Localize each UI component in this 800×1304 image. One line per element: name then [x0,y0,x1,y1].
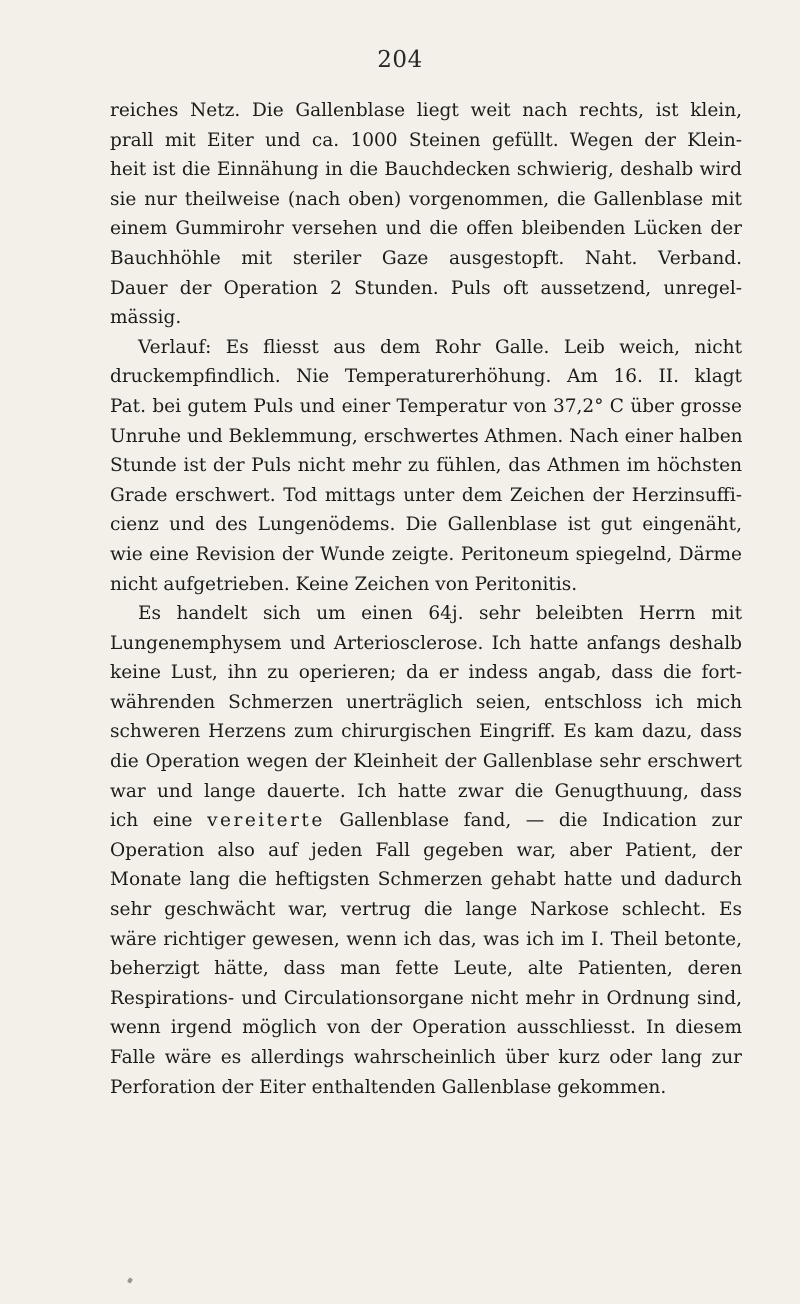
text-line: Monate lang die heftigsten Schmerzen gehabt hatte und dadurch [110,869,742,891]
text-line: Unruhe und Beklemmung, erschwertes Athmen. Nach einer halben [110,425,743,447]
text-line: Grade erschwert. Tod mittags unter dem Zeichen der Herzinsuffi- [110,484,742,506]
text-line: währenden Schmerzen unerträglich seien, entschloss ich mich [110,691,742,713]
paragraph [110,333,742,599]
text-line: sie nur theilweise (nach oben) vorgenommen, die Gallenblase mit [110,188,742,210]
text-line: Dauer der Operation 2 Stunden. Puls oft aussetzend, unregel- [110,277,742,299]
text-line: wenn irgend möglich von der Operation ausschliesst. In diesem [110,1017,742,1039]
text-line: heit ist die Einnähung in die Bauchdecken schwierig, deshalb wird [110,159,742,181]
text-line: sehr geschwächt war, vertrug die lange Narkose schlecht. Es [110,899,742,921]
text-line: Pat. bei gutem Puls und einer Temperatur von 37,2° C über grosse [110,395,742,417]
text-line: keine Lust, ihn zu operieren; da er indess angab, dass die fort- [110,662,742,684]
text-line: ich eine vereiterte Gallenblase fand, — die Indication zur [110,810,742,832]
text-line: cienz und des Lungenödems. Die Gallenblase ist gut eingenäht, [110,514,742,536]
body-text [110,96,742,1102]
text-line: druckempfindlich. Nie Temperaturerhöhung. Am 16. II. klagt [110,366,742,388]
text-line: Lungenemphysem und Arteriosclerose. Ich hatte anfangs deshalb [110,632,742,654]
paragraph [110,96,742,333]
text-line: nicht aufgetrieben. Keine Zeichen von Peritonitis. [110,573,578,595]
text-line: Perforation der Eiter enthaltenden Gallenblase gekommen. [110,1076,667,1098]
text-line: reiches Netz. Die Gallenblase liegt weit nach rechts, ist klein, [110,100,742,121]
text-line: Stunde ist der Puls nicht mehr zu fühlen, das Athmen im höchsten [110,455,742,477]
text-line: Operation also auf jeden Fall gegeben war, aber Patient, der [110,839,742,861]
text-line: Bauchhöhle mit steriler Gaze ausgestopft. Naht. Verband. [110,247,742,269]
text-line: Es handelt sich um einen 64j. sehr beleibten Herrn mit [138,603,742,625]
text-line: mässig. [110,307,182,329]
page-number: 204 [377,47,423,73]
text-line: Respirations- und Circulationsorgane nicht mehr in Ordnung sind, [110,987,742,1009]
text-line: die Operation wegen der Kleinheit der Gallenblase sehr erschwert [110,751,742,773]
paper-speck [127,1277,133,1283]
paragraph [110,599,742,1102]
emphasized-word: vereiterte [207,810,325,832]
text-line: wäre richtiger gewesen, wenn ich das, was ich im I. Theil betonte, [110,928,742,950]
text-line: prall mit Eiter und ca. 1000 Steinen gefüllt. Wegen der Klein- [110,129,742,151]
text-line: war und lange dauerte. Ich hatte zwar die Genugthuung, dass [110,780,742,802]
text-line: beherzigt hätte, dass man fette Leute, alte Patienten, deren [110,958,742,980]
text-line: einem Gummirohr versehen und die offen bleibenden Lücken der [110,218,742,240]
text-line: Verlauf: Es fliesst aus dem Rohr Galle. Leib weich, nicht [138,336,742,358]
text-line: wie eine Revision der Wunde zeigte. Peritoneum spiegelnd, Därme [110,543,742,565]
text-line: Falle wäre es allerdings wahrscheinlich über kurz oder lang zur [110,1047,742,1068]
text-line: schweren Herzens zum chirurgischen Eingriff. Es kam dazu, dass [110,721,742,743]
